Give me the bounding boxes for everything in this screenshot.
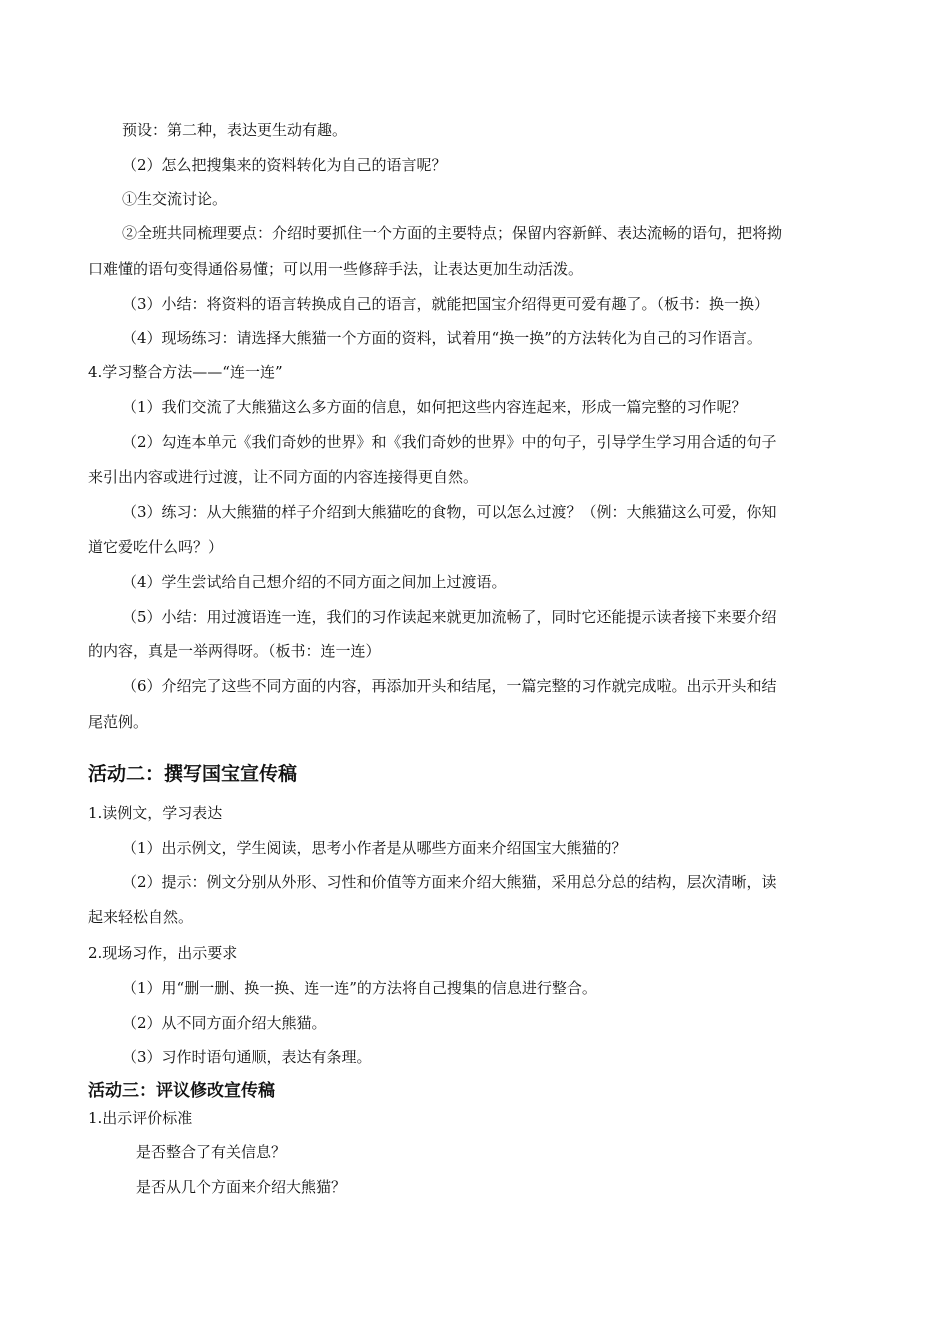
paragraph-line: （4）学生尝试给自己想介绍的不同方面之间加上过渡语。 — [122, 573, 507, 591]
paragraph-line: （1）出示例文，学生阅读，思考小作者是从哪些方面来介绍国宝大熊猫的？ — [122, 839, 627, 857]
paragraph-line: 口难懂的语句变得通俗易懂；可以用一些修辞手法，让表达更加生动活泼。 — [88, 260, 584, 278]
paragraph-line: （2）提示：例文分别从外形、习性和价值等方面来介绍大熊猫，采用总分总的结构，层次清晰，读 — [122, 873, 777, 891]
paragraph-line: （1）用“删一删、换一换、连一连”的方法将自己搜集的信息进行整合。 — [122, 979, 597, 997]
paragraph-line: （6）介绍完了这些不同方面的内容，再添加开头和结尾，一篇完整的习作就完成啦。出示开头和结 — [122, 677, 777, 695]
paragraph-line: 的内容，真是一举两得呀。（板书：连一连） — [88, 642, 381, 660]
section-subheading: 1.出示评价标准 — [88, 1109, 193, 1127]
section-subheading: 1.读例文，学习表达 — [88, 804, 223, 822]
paragraph-line: ②全班共同梳理要点：介绍时要抓住一个方面的主要特点；保留内容新鲜、表达流畅的语句，把将拗 — [122, 224, 783, 242]
section-subheading: 4.学习整合方法——“连一连” — [88, 363, 283, 381]
paragraph-line: （4）现场练习：请选择大熊猫一个方面的资料，试着用“换一换”的方法转化为自己的习作语言。 — [122, 329, 762, 347]
paragraph-line: （2）勾连本单元《我们奇妙的世界》和《我们奇妙的世界》中的句子，引导学生学习用合适的句子 — [122, 433, 777, 451]
paragraph-line: ①生交流讨论。 — [122, 190, 228, 208]
criteria-item: 是否从几个方面来介绍大熊猫？ — [136, 1178, 347, 1196]
section-subheading: 2.现场习作，出示要求 — [88, 944, 238, 962]
paragraph-line: （2）怎么把搜集来的资料转化为自己的语言呢？ — [122, 156, 447, 174]
paragraph-line: 预设：第二种，表达更生动有趣。 — [122, 121, 348, 139]
paragraph-line: 道它爱吃什么吗？） — [88, 538, 224, 556]
paragraph-line: （3）习作时语句通顺，表达有条理。 — [122, 1048, 372, 1066]
paragraph-line: 来引出内容或进行过渡，让不同方面的内容连接得更自然。 — [88, 468, 479, 486]
paragraph-line: （1）我们交流了大熊猫这么多方面的信息，如何把这些内容连起来，形成一篇完整的习作呢？ — [122, 398, 747, 416]
paragraph-line: 尾范例。 — [88, 713, 149, 731]
paragraph-line: （2）从不同方面介绍大熊猫。 — [122, 1014, 327, 1032]
paragraph-line: （5）小结：用过渡语连一连，我们的习作读起来就更加流畅了，同时它还能提示读者接下来要介绍 — [122, 608, 777, 626]
criteria-item: 是否整合了有关信息？ — [136, 1143, 287, 1161]
paragraph-line: 起来轻松自然。 — [88, 908, 194, 926]
paragraph-line: （3）练习：从大熊猫的样子介绍到大熊猫吃的食物，可以怎么过渡？（例：大熊猫这么可爱，你知 — [122, 503, 777, 521]
activity-heading: 活动二：撰写国宝宣传稿 — [88, 763, 298, 785]
paragraph-line: （3）小结：将资料的语言转换成自己的语言，就能把国宝介绍得更可爱有趣了。（板书：换一换） — [122, 295, 770, 313]
activity-heading: 活动三：评议修改宣传稿 — [88, 1081, 275, 1101]
